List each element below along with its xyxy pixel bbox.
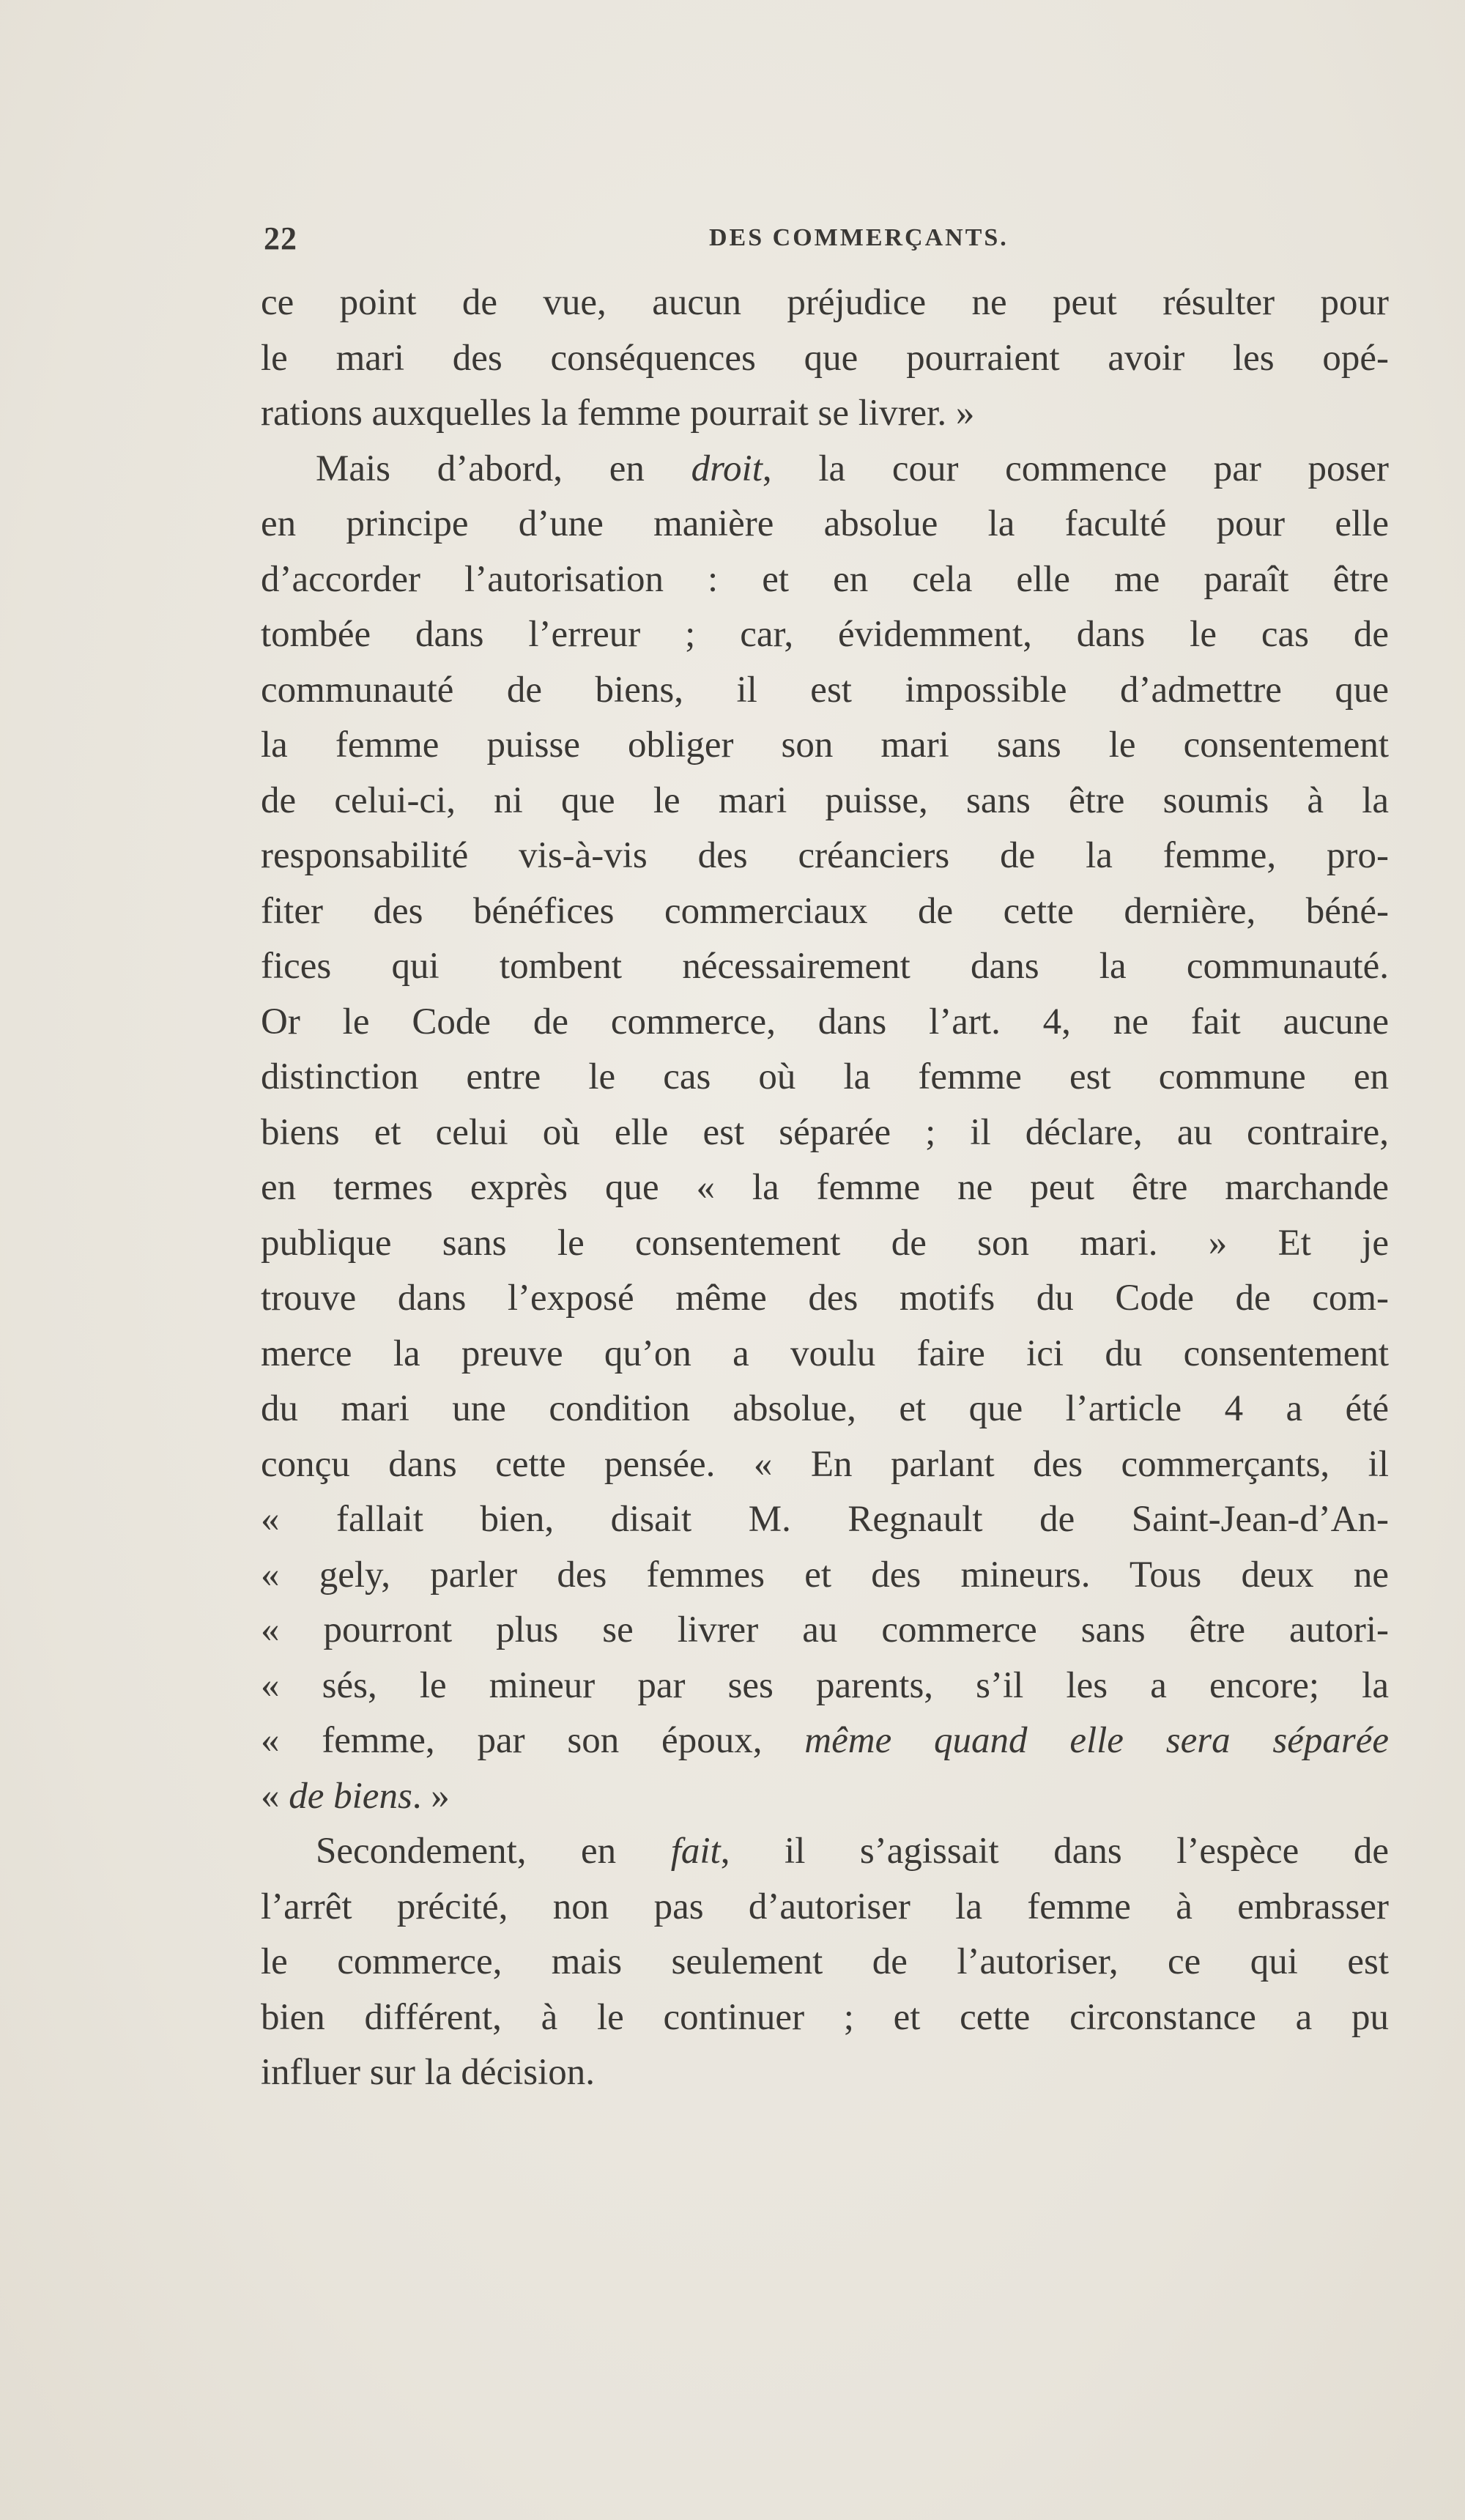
text-line: biens et celui où elle est séparée ; il déclare, au contraire, xyxy=(261,1111,1389,1153)
text-line: « sés, le mineur par ses parents, s’il les a encore; la xyxy=(261,1664,1389,1706)
italic-text: droit xyxy=(691,448,763,489)
text-line: merce la preuve qu’on a voulu faire ici du consentement xyxy=(261,1333,1389,1374)
text-line: d’accorder l’autorisation : et en cela elle me paraît être xyxy=(261,558,1389,600)
text-line: en principe d’une manière absolue la faculté pour elle xyxy=(261,503,1389,544)
body-text xyxy=(261,275,1389,2101)
text-line: le mari des conséquences que pourraient avoir les opé- xyxy=(261,337,1389,379)
text-line: rations auxquelles la femme pourrait se livrer. » xyxy=(261,393,975,434)
text-line: bien différent, à le continuer ; et cette circonstance a pu xyxy=(261,1996,1389,2038)
text-line: le commerce, mais seulement de l’autoriser, ce qui est xyxy=(261,1941,1389,1982)
page-header xyxy=(264,220,1392,264)
text-line: responsabilité vis-à-vis des créanciers de la femme, pro- xyxy=(261,835,1389,876)
text-line: communauté de biens, il est impossible d’admettre que xyxy=(261,669,1389,711)
italic-text: de biens xyxy=(289,1775,412,1817)
text-line: ce point de vue, aucun préjudice ne peut résulter pour xyxy=(261,282,1389,323)
text-line: Or le Code de commerce, dans l’art. 4, ne fait aucune xyxy=(261,1001,1389,1042)
text-line: Mais d’abord, en droit, la cour commence par poser xyxy=(316,448,1389,489)
text-line: « femme, par son époux, même quand elle sera séparée xyxy=(261,1720,1389,1761)
text-line: la femme puisse obliger son mari sans le consentement xyxy=(261,724,1389,766)
text-line: l’arrêt précité, non pas d’autoriser la femme à embrasser xyxy=(261,1886,1389,1927)
italic-text: fait xyxy=(670,1831,721,1872)
text-line: distinction entre le cas où la femme est commune en xyxy=(261,1056,1389,1097)
text-line: « fallait bien, disait M. Regnault de Saint-Jean-d’An- xyxy=(261,1499,1389,1540)
italic-text: même quand elle sera séparée xyxy=(804,1720,1389,1761)
text-line: « gely, parler des femmes et des mineurs. Tous deux ne xyxy=(261,1554,1389,1596)
text-line: Secondement, en fait, il s’agissait dans l’espèce de xyxy=(316,1831,1389,1872)
text-line: du mari une condition absolue, et que l’article 4 a été xyxy=(261,1388,1389,1429)
text-line: « pourront plus se livrer au commerce sans être autori- xyxy=(261,1609,1389,1650)
running-head: DES COMMERÇANTS. xyxy=(709,224,1009,251)
text-line: fiter des bénéfices commerciaux de cette dernière, béné- xyxy=(261,890,1389,932)
text-line: conçu dans cette pensée. « En parlant des commerçants, il xyxy=(261,1443,1389,1485)
text-line: fices qui tombent nécessairement dans la communauté. xyxy=(261,946,1389,987)
page-number: 22 xyxy=(264,220,297,256)
text-line: en termes exprès que « la femme ne peut être marchande xyxy=(261,1167,1389,1208)
text-line: de celui-ci, ni que le mari puisse, sans être soumis à la xyxy=(261,779,1389,821)
text-line: « de biens. » xyxy=(261,1775,450,1817)
text-line: publique sans le consentement de son mari. » Et je xyxy=(261,1222,1389,1264)
text-line: tombée dans l’erreur ; car, évidemment, dans le cas de xyxy=(261,614,1389,655)
text-line: influer sur la décision. xyxy=(261,2052,596,2093)
text-line: trouve dans l’exposé même des motifs du Code de com- xyxy=(261,1278,1389,1319)
